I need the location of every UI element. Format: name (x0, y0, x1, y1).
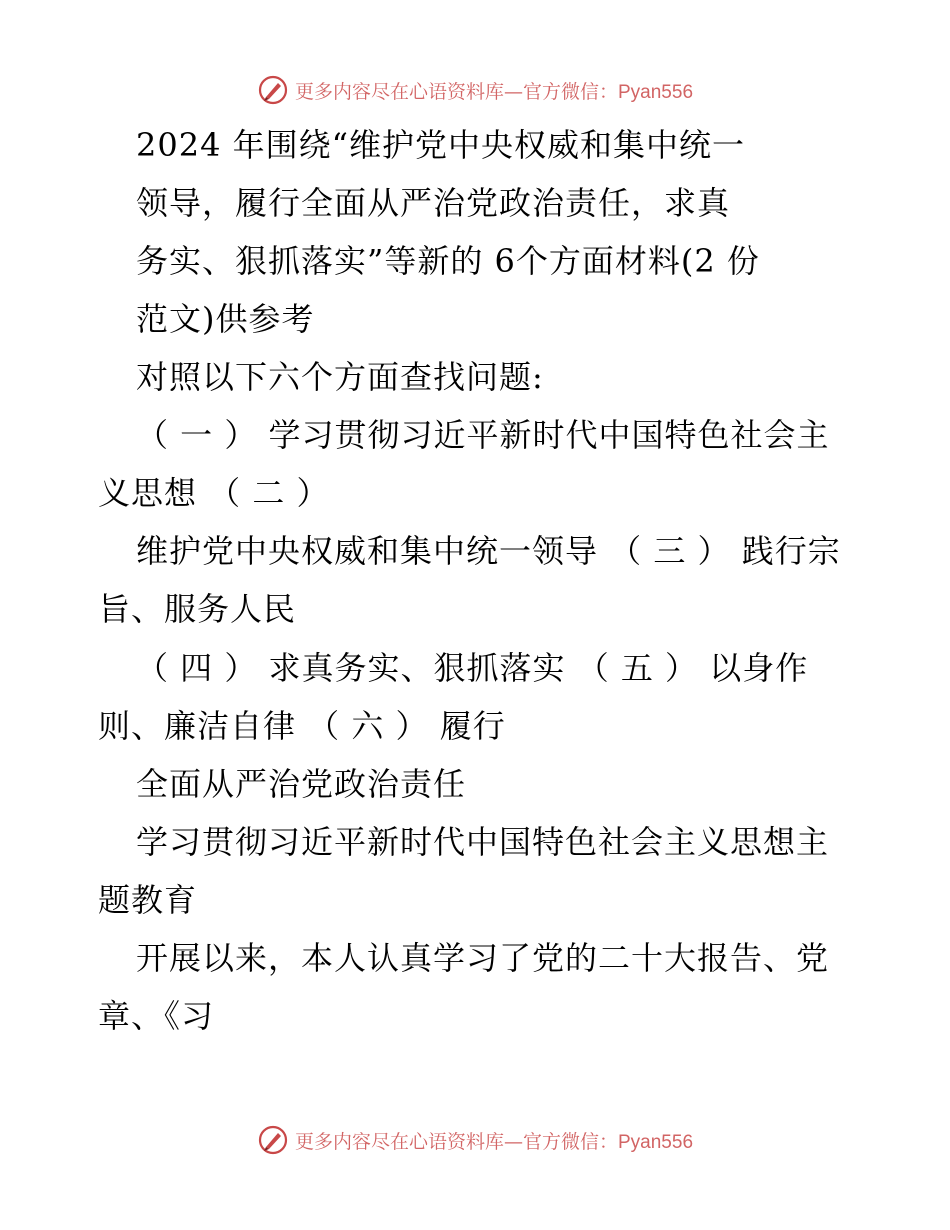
text-line: 全面从严治党政治责任 (136, 765, 467, 803)
text-line: （ 一 ） 学习贯彻习近平新时代中国特色社会主 (136, 416, 830, 454)
text-line: 开展以来，本人认真学习了党的二十大报告、党 (136, 939, 830, 977)
watermark-text: 更多内容尽在心语资料库—官方微信：Pyan556 (294, 80, 694, 103)
text-line: 题教育 (98, 881, 198, 919)
header-watermark (0, 70, 950, 110)
text-line: 学习贯彻习近平新时代中国特色社会主义思想主 (136, 823, 830, 861)
text-line: 领导，履行全面从严治党政治责任，求真 (136, 184, 731, 222)
text-line: 则、廉洁自律 （ 六 ） 履行 (98, 707, 506, 745)
text-line: 范文)供参考 (136, 300, 315, 338)
text-line: 旨、服务人民 (98, 590, 297, 628)
text-line: 义思想 （ 二 ） (98, 474, 330, 512)
text-line: 2024 年围绕“维护党中央权威和集中统一 (136, 126, 745, 164)
footer-watermark (0, 1120, 950, 1160)
text-line: 务实、狠抓落实”等新的 6个方面材料(2 份 (136, 242, 760, 280)
watermark-text: 更多内容尽在心语资料库—官方微信：Pyan556 (294, 1130, 694, 1153)
text-line: 维护党中央权威和集中统一领导 （ 三 ） 践行宗 (136, 532, 841, 570)
pen-seal-icon (257, 1124, 289, 1156)
text-line: 对照以下六个方面查找问题: (136, 358, 544, 396)
text-line: （ 四 ） 求真务实、狠抓落实 （ 五 ） 以身作 (136, 649, 809, 687)
text-line: 章、《习 (98, 997, 215, 1035)
pen-seal-icon (257, 74, 289, 106)
